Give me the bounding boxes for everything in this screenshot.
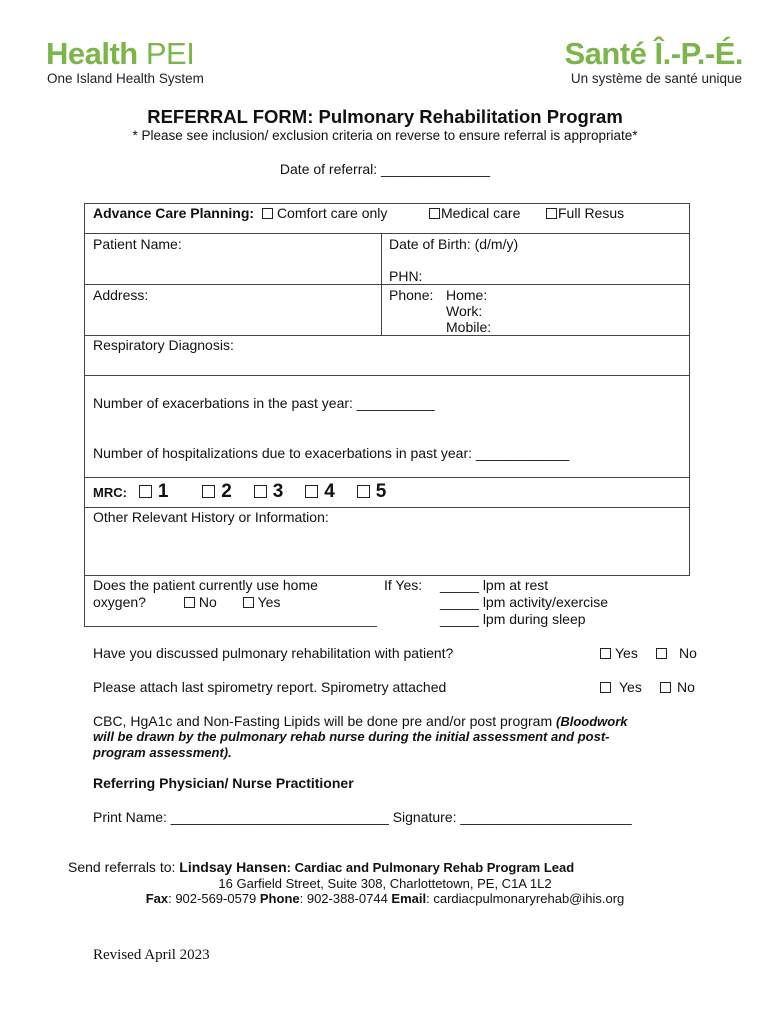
sante-ipe-tagline: Un système de santé unique: [570, 71, 742, 86]
table-border-left: [84, 203, 85, 627]
address-label[interactable]: Address:: [93, 287, 149, 303]
phone-mobile-label[interactable]: Mobile:: [446, 319, 492, 335]
resp-diagnosis-label[interactable]: Respiratory Diagnosis:: [93, 337, 234, 353]
spirometry-no-label: No: [677, 679, 695, 695]
mrc-label: MRC:: [93, 485, 127, 500]
bloodwork-line2: will be drawn by the pulmonary rehab nurse during the initial assessment and post-: [93, 729, 610, 744]
send-address: 16 Garfield Street, Suite 308, Charlottetown, PE, C1A 1L2: [218, 876, 552, 891]
mrc-row: [93, 481, 386, 503]
table-border-top: [84, 203, 690, 204]
table-border-right: [689, 203, 690, 576]
acp-label: Advance Care Planning:: [93, 205, 255, 221]
send-role: : Cardiac and Pulmonary Rehab Program Lead: [286, 860, 575, 875]
health-pei-logo-bold: Health: [46, 36, 138, 71]
checkbox-mrc-2[interactable]: [202, 485, 215, 498]
form-subtitle: * Please see inclusion/ exclusion criteria on reverse to ensure referral is appropriate*: [132, 128, 638, 143]
checkbox-discussed-yes[interactable]: [600, 648, 611, 659]
phone-contact-label: Phone: [259, 891, 300, 906]
checkbox-oxygen-no[interactable]: [184, 597, 195, 608]
exacerbations-label[interactable]: Number of exacerbations in the past year: __________: [93, 395, 435, 411]
bloodwork-line3: program assessment).: [93, 745, 232, 760]
row-line-oxygen: [84, 575, 690, 576]
mrc-option-2[interactable]: 2: [202, 481, 232, 502]
acp-row: [93, 205, 387, 221]
spirometry-yes[interactable]: [600, 679, 642, 695]
fax-label: Fax: [145, 891, 169, 906]
checkbox-comfort-care[interactable]: [262, 208, 273, 219]
spirometry-no[interactable]: [660, 679, 695, 695]
mrc-option-5[interactable]: 5: [357, 481, 387, 502]
health-pei-logo: [46, 38, 194, 69]
phone-number: : 902-388-0744: [299, 891, 392, 906]
checkbox-medical-care[interactable]: [429, 208, 440, 219]
oxygen-question-line2: [93, 594, 280, 610]
acp-medical: [429, 205, 520, 221]
spirometry-yes-label: Yes: [619, 679, 642, 695]
acp-option-medical: Medical care: [441, 205, 521, 221]
checkbox-full-resus[interactable]: [546, 208, 557, 219]
send-referrals: [68, 859, 574, 875]
row-line-mrc-top: [84, 477, 690, 478]
health-pei-logo-thin: PEI: [137, 36, 195, 71]
oxygen-no-label: No: [198, 594, 217, 610]
discussed-yes[interactable]: [600, 645, 638, 661]
email-address[interactable]: : cardiacpulmonaryrehab@ihis.org: [426, 891, 625, 906]
checkbox-mrc-5[interactable]: [357, 485, 370, 498]
checkbox-discussed-no[interactable]: [656, 648, 667, 659]
oxygen-yes-label: Yes: [257, 594, 281, 610]
print-sign-line[interactable]: Print Name: ____________________________ Signature: ______________________: [93, 809, 632, 825]
bloodwork-plain: CBC, HgA1c and Non-Fasting Lipids will be done pre and/or post program: [93, 713, 557, 729]
row-line-exacerbations: [84, 375, 690, 376]
phone-work-label[interactable]: Work:: [446, 303, 483, 319]
checkbox-mrc-1[interactable]: [139, 485, 152, 498]
phone-home-label[interactable]: Home:: [446, 287, 488, 303]
mrc-option-1[interactable]: 1: [139, 481, 169, 502]
form-title: REFERRAL FORM: Pulmonary Rehabilitation Program: [147, 106, 623, 127]
send-prefix: Send referrals to:: [68, 859, 180, 875]
spirometry-question: Please attach last spirometry report. Spirometry attached: [93, 679, 447, 695]
checkbox-spirometry-no[interactable]: [660, 682, 671, 693]
row-line-diagnosis: [84, 335, 690, 336]
acp-full: [546, 205, 624, 221]
mrc-option-3[interactable]: 3: [254, 481, 284, 502]
patient-name-label[interactable]: Patient Name:: [93, 236, 182, 252]
discussed-question: Have you discussed pulmonary rehabilitation with patient?: [93, 645, 454, 661]
hospitalizations-label[interactable]: Number of hospitalizations due to exacerbations in past year: ____________: [93, 445, 570, 461]
table-border-bottom: [84, 626, 377, 627]
if-yes-label: If Yes:: [384, 577, 423, 593]
phn-label[interactable]: PHN:: [389, 268, 423, 284]
date-of-referral[interactable]: Date of referral: ______________: [279, 161, 491, 177]
revised-date: Revised April 2023: [93, 947, 210, 963]
other-history-label[interactable]: Other Relevant History or Information:: [93, 509, 329, 525]
oxygen-question-word: oxygen?: [93, 594, 146, 610]
health-pei-tagline: One Island Health System: [47, 71, 204, 86]
email-label: Email: [391, 891, 427, 906]
row-line-mrc-bottom: [84, 507, 690, 508]
send-contact: [0, 891, 770, 906]
checkbox-mrc-4[interactable]: [305, 485, 318, 498]
discussed-yes-label: Yes: [615, 645, 638, 661]
acp-option-full: Full Resus: [558, 205, 625, 221]
sante-ipe-logo: Santé Î.-P.-É.: [564, 36, 743, 71]
checkbox-spirometry-yes[interactable]: [600, 682, 611, 693]
dob-label[interactable]: Date of Birth: (d/m/y): [389, 236, 519, 252]
bloodwork-line1: [93, 713, 628, 729]
row-line-address: [84, 284, 690, 285]
phone-label: Phone:: [389, 287, 434, 303]
referring-heading: Referring Physician/ Nurse Practitioner: [93, 775, 354, 791]
checkbox-mrc-3[interactable]: [254, 485, 267, 498]
oxygen-question-line1: Does the patient currently use home: [93, 577, 318, 593]
lpm-activity[interactable]: _____ lpm activity/exercise: [440, 594, 609, 610]
row-line-acp: [84, 233, 690, 234]
discussed-no-label: No: [679, 645, 697, 661]
bloodwork-italic1: (Bloodwork: [556, 714, 628, 729]
send-name: Lindsay Hansen: [179, 859, 287, 875]
checkbox-oxygen-yes[interactable]: [243, 597, 254, 608]
lpm-sleep[interactable]: _____ lpm during sleep: [440, 611, 586, 627]
lpm-at-rest[interactable]: _____ lpm at rest: [440, 577, 549, 593]
fax-number: : 902-569-0579: [168, 891, 260, 906]
discussed-no[interactable]: [656, 645, 697, 661]
mrc-option-4[interactable]: 4: [305, 481, 335, 502]
acp-option-comfort: Comfort care only: [276, 205, 388, 221]
